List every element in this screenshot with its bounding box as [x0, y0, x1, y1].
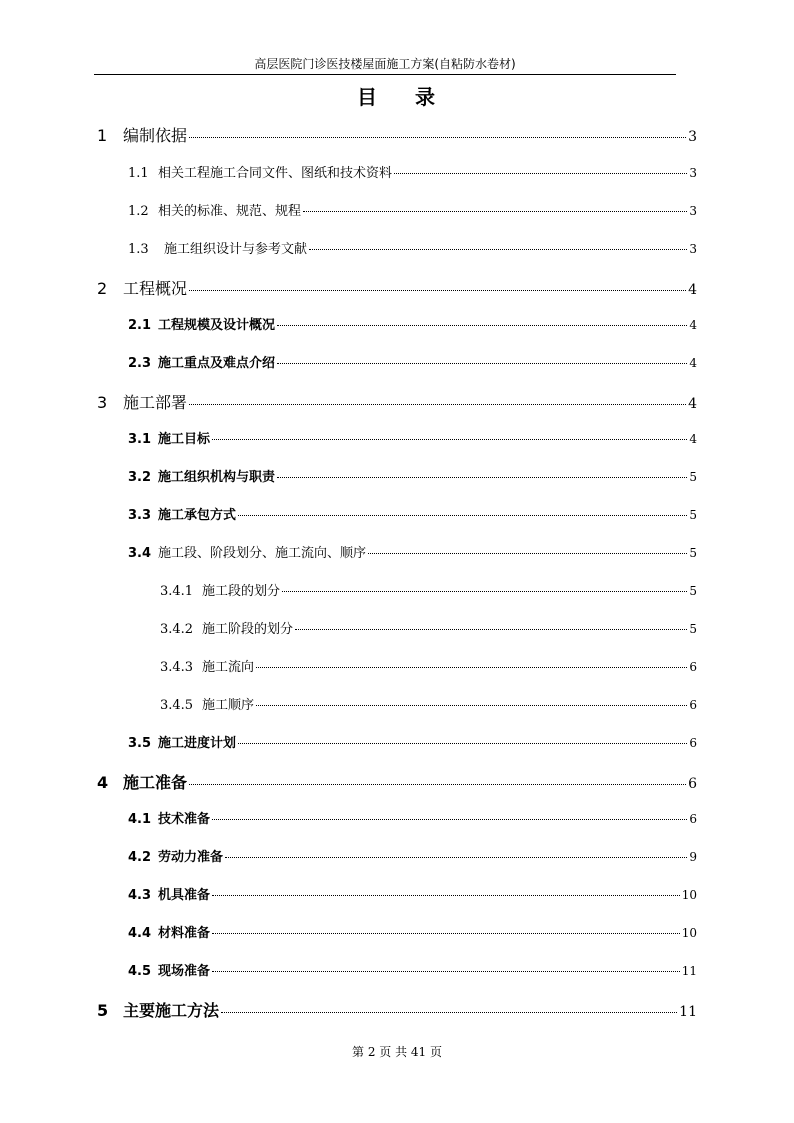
dot-leader: [238, 515, 687, 516]
toc-entry[interactable]: [128, 162, 697, 181]
toc-entry[interactable]: [128, 238, 697, 257]
toc-entry-number: 4.1: [128, 812, 152, 827]
toc-entry-number: 4: [97, 773, 109, 792]
toc-entry-page: 5: [689, 508, 697, 522]
toc-entry-label: 施工准备: [123, 773, 188, 792]
toc-title: [0, 84, 794, 110]
toc-entry-page: 5: [689, 470, 697, 484]
toc-entry[interactable]: [128, 314, 697, 333]
toc-entry-number: 3.1: [128, 432, 152, 447]
toc-entry-page: 3: [689, 242, 697, 256]
dot-leader: [212, 819, 687, 820]
toc-entry-page: 5: [689, 584, 697, 598]
toc-entry-number: 3.4.5: [160, 698, 194, 713]
toc-entry-page: 6: [688, 776, 697, 792]
dot-leader: [212, 933, 680, 934]
toc-entry-page: 11: [681, 964, 697, 978]
dot-leader: [256, 667, 687, 668]
toc-entry-page: 10: [681, 888, 697, 902]
toc-entry[interactable]: [128, 732, 697, 751]
toc-entry[interactable]: [128, 808, 697, 827]
toc-entry-number: 4.2: [128, 850, 152, 865]
toc-entry-page: 5: [689, 622, 697, 636]
dot-leader: [212, 895, 680, 896]
page-footer: 第 2 页 共 41 页: [352, 1045, 442, 1059]
toc-entry-number: 3: [97, 393, 108, 412]
toc-entry-number: 3.4.1: [160, 584, 194, 599]
toc-entry-number: 3.4.2: [160, 622, 194, 637]
dot-leader: [394, 173, 687, 174]
toc-entry[interactable]: [128, 960, 697, 979]
dot-leader: [282, 591, 687, 592]
toc-entry[interactable]: [128, 428, 697, 447]
toc-entry-number: 4.5: [128, 964, 152, 979]
toc-entry-label: 施工段的划分: [202, 584, 281, 599]
dot-leader: [225, 857, 687, 858]
dot-leader: [295, 629, 687, 630]
toc-entry-page: 11: [679, 1004, 697, 1020]
toc-entry-label: 机具准备: [158, 888, 211, 903]
toc-entry-number: 3.4: [128, 546, 152, 561]
toc-entry-number: 5: [97, 1001, 109, 1020]
toc-entry-page: 4: [689, 432, 697, 446]
toc-entry-page: 3: [688, 129, 697, 145]
toc-entry[interactable]: [160, 618, 697, 637]
toc-entry[interactable]: [128, 352, 697, 371]
dot-leader: [212, 971, 680, 972]
toc-entry[interactable]: [160, 656, 697, 675]
toc-entry-page: 6: [689, 698, 697, 712]
toc-entry-number: 4.3: [128, 888, 152, 903]
dot-leader: [303, 211, 687, 212]
toc-entry-label: 工程规模及设计概况: [158, 318, 276, 333]
toc-entry-label: 施工承包方式: [158, 508, 237, 523]
toc-entry-number: 3.5: [128, 736, 152, 751]
toc-entry-page: 6: [689, 736, 697, 750]
toc-entry-label: 主要施工方法: [123, 1001, 220, 1020]
dot-leader: [189, 137, 686, 138]
toc-entry[interactable]: [128, 542, 697, 561]
toc-entry[interactable]: [128, 200, 697, 219]
toc-entry-label: 施工组织机构与职责: [158, 470, 276, 485]
toc-entry-page: 5: [689, 546, 697, 560]
toc-entry-number: 3.2: [128, 470, 152, 485]
dot-leader: [238, 743, 687, 744]
toc-entry-label: 相关的标准、规范、规程: [158, 204, 302, 219]
toc-entry[interactable]: [97, 123, 697, 146]
toc-entry-page: 4: [688, 396, 697, 412]
toc-entry[interactable]: [128, 884, 697, 903]
toc-entry-label: 现场准备: [158, 964, 211, 979]
dot-leader: [277, 477, 687, 478]
toc-entry[interactable]: [97, 998, 697, 1021]
toc-entry-label: 相关工程施工合同文件、图纸和技术资料: [158, 166, 393, 181]
dot-leader: [277, 325, 687, 326]
toc-entry-number: 1: [97, 126, 108, 145]
toc-entry-number: 1.3: [128, 242, 149, 257]
toc-entry[interactable]: [160, 694, 697, 713]
dot-leader: [189, 784, 686, 785]
toc-entry-number: 3.3: [128, 508, 152, 523]
toc-entry-page: 3: [689, 204, 697, 218]
toc-title-part2: 录: [415, 85, 437, 109]
toc-entry-number: 3.4.3: [160, 660, 194, 675]
toc-entry-number: 2: [97, 279, 108, 298]
dot-leader: [309, 249, 687, 250]
toc-entry-number: 1.1: [128, 166, 149, 181]
dot-leader: [212, 439, 687, 440]
toc-entry-page: 4: [689, 318, 697, 332]
toc-entry-label: 施工顺序: [202, 698, 255, 713]
toc-entry[interactable]: [128, 846, 697, 865]
toc-entry-label: 施工目标: [158, 432, 211, 447]
toc-entry-label: 技术准备: [158, 812, 211, 827]
header-rule: [94, 74, 676, 75]
toc-title-part1: 目: [357, 85, 379, 109]
toc-entry-label: 劳动力准备: [158, 850, 224, 865]
toc-entry-page: 6: [689, 660, 697, 674]
toc-entry-label: 编制依据: [123, 126, 188, 145]
toc-entry-label: 施工组织设计与参考文献: [164, 242, 308, 257]
toc-entry[interactable]: [128, 504, 697, 523]
dot-leader: [221, 1012, 677, 1013]
dot-leader: [277, 363, 687, 364]
dot-leader: [256, 705, 687, 706]
toc-entry-label: 施工部署: [123, 393, 188, 412]
toc-entry-label: 施工段、阶段划分、施工流向、顺序: [158, 546, 367, 561]
toc-entry-number: 4.4: [128, 926, 152, 941]
dot-leader: [189, 404, 686, 405]
toc-entry[interactable]: [128, 466, 697, 485]
toc-entry-page: 3: [689, 166, 697, 180]
toc-entry-page: 6: [689, 812, 697, 826]
toc-entry-page: 10: [681, 926, 697, 940]
toc-entry[interactable]: [160, 580, 697, 599]
toc-entry-page: 4: [689, 356, 697, 370]
toc-entry-page: 4: [688, 282, 697, 298]
toc-entry-page: 9: [689, 850, 697, 864]
toc-entry[interactable]: [97, 390, 697, 413]
toc-entry-number: 2.3: [128, 356, 152, 371]
dot-leader: [189, 290, 686, 291]
toc-entry-label: 施工阶段的划分: [202, 622, 294, 637]
dot-leader: [368, 553, 687, 554]
toc-entry-label: 施工进度计划: [158, 736, 237, 751]
toc-entry-number: 2.1: [128, 318, 152, 333]
toc-entry[interactable]: [97, 770, 697, 793]
toc-entry-label: 施工流向: [202, 660, 255, 675]
running-header: 高层医院门诊医技楼屋面施工方案(自粘防水卷材): [254, 57, 516, 71]
toc-entry[interactable]: [128, 922, 697, 941]
toc-entry-label: 工程概况: [123, 279, 188, 298]
toc-entry-number: 1.2: [128, 204, 149, 219]
toc-entry-label: 材料准备: [158, 926, 211, 941]
toc-entry[interactable]: [97, 276, 697, 299]
toc-entry-label: 施工重点及难点介绍: [158, 356, 276, 371]
